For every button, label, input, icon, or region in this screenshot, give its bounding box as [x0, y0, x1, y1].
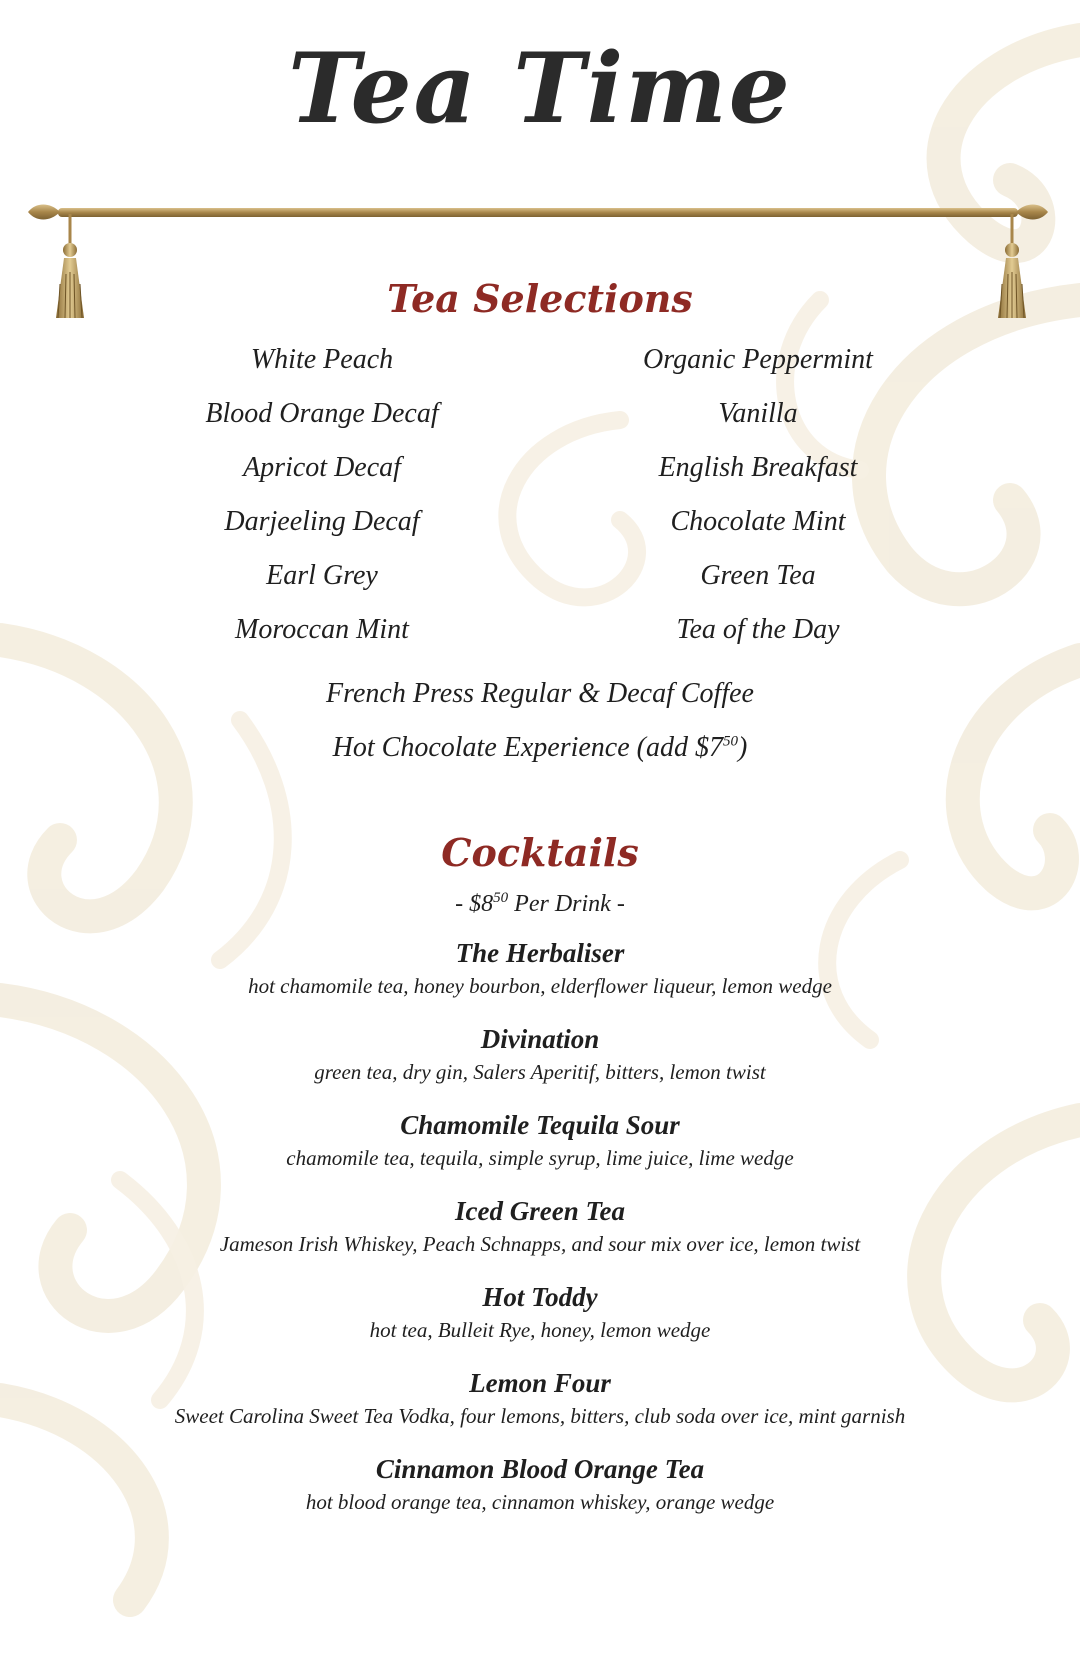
tea-item: Earl Grey	[266, 560, 378, 591]
tea-item: Chocolate Mint	[670, 506, 846, 537]
tea-item: Vanilla	[718, 398, 798, 429]
cocktail-name: Divination	[480, 1024, 600, 1054]
tea-item: Organic Peppermint	[643, 344, 873, 375]
cocktail-item	[0, 1278, 1080, 1364]
tea-item: White Peach	[250, 344, 394, 375]
tea-item: Darjeeling Decaf	[224, 506, 420, 537]
tea-item: Green Tea	[700, 560, 816, 591]
cocktail-name: Hot Toddy	[482, 1282, 598, 1312]
cocktail-description: Sweet Carolina Sweet Tea Vodka, four lemons, bitters, club soda over ice, mint garnish	[174, 1404, 906, 1428]
cocktail-name: Cinnamon Blood Orange Tea	[375, 1454, 705, 1484]
tea-item: English Breakfast	[658, 452, 858, 483]
cocktail-name: The Herbaliser	[455, 938, 625, 968]
hot-chocolate-cents: 50	[723, 733, 738, 750]
tea-list-right	[548, 340, 968, 664]
cocktail-item	[0, 934, 1080, 1020]
cocktail-description: hot chamomile tea, honey bourbon, elderflower liqueur, lemon wedge	[248, 974, 832, 998]
tea-item: Moroccan Mint	[235, 614, 409, 645]
cocktail-name: Lemon Four	[469, 1368, 611, 1398]
price-cents: 50	[493, 890, 509, 906]
cocktail-name: Chamomile Tequila Sour	[400, 1110, 680, 1140]
tea-item: Apricot Decaf	[243, 452, 401, 483]
page-title: Tea Time	[288, 32, 792, 145]
cocktails-heading: Cocktails	[441, 830, 639, 875]
tea-selections-heading: Tea Selections	[387, 276, 693, 321]
tea-list-left	[112, 340, 532, 664]
cocktail-list	[0, 934, 1080, 1536]
cocktail-description: green tea, dry gin, Salers Aperitif, bitters, lemon twist	[314, 1060, 766, 1084]
tea-item: Tea of the Day	[676, 614, 840, 645]
cocktail-item	[0, 1106, 1080, 1192]
tea-item: Blood Orange Decaf	[205, 398, 439, 429]
price-suffix: Per Drink -	[508, 891, 625, 917]
cocktail-item	[0, 1450, 1080, 1536]
cocktail-description: Jameson Irish Whiskey, Peach Schnapps, and sour mix over ice, lemon twist	[219, 1232, 861, 1256]
cocktail-price	[0, 888, 1080, 920]
hot-chocolate-close: )	[738, 732, 748, 763]
cocktail-name: Iced Green Tea	[455, 1196, 625, 1226]
coffee-line: French Press Regular & Decaf Coffee	[326, 678, 754, 709]
cocktail-description: hot tea, Bulleit Rye, honey, lemon wedge	[369, 1318, 711, 1342]
cocktail-item	[0, 1364, 1080, 1450]
price-prefix: - $8	[455, 891, 494, 917]
cocktail-description: chamomile tea, tequila, simple syrup, lime juice, lime wedge	[286, 1146, 794, 1170]
cocktail-item	[0, 1192, 1080, 1278]
hot-chocolate-line	[0, 728, 1080, 768]
cocktail-description: hot blood orange tea, cinnamon whiskey, orange wedge	[305, 1490, 775, 1514]
hot-chocolate-text: Hot Chocolate Experience (add $7	[332, 732, 723, 763]
cocktail-item	[0, 1020, 1080, 1106]
